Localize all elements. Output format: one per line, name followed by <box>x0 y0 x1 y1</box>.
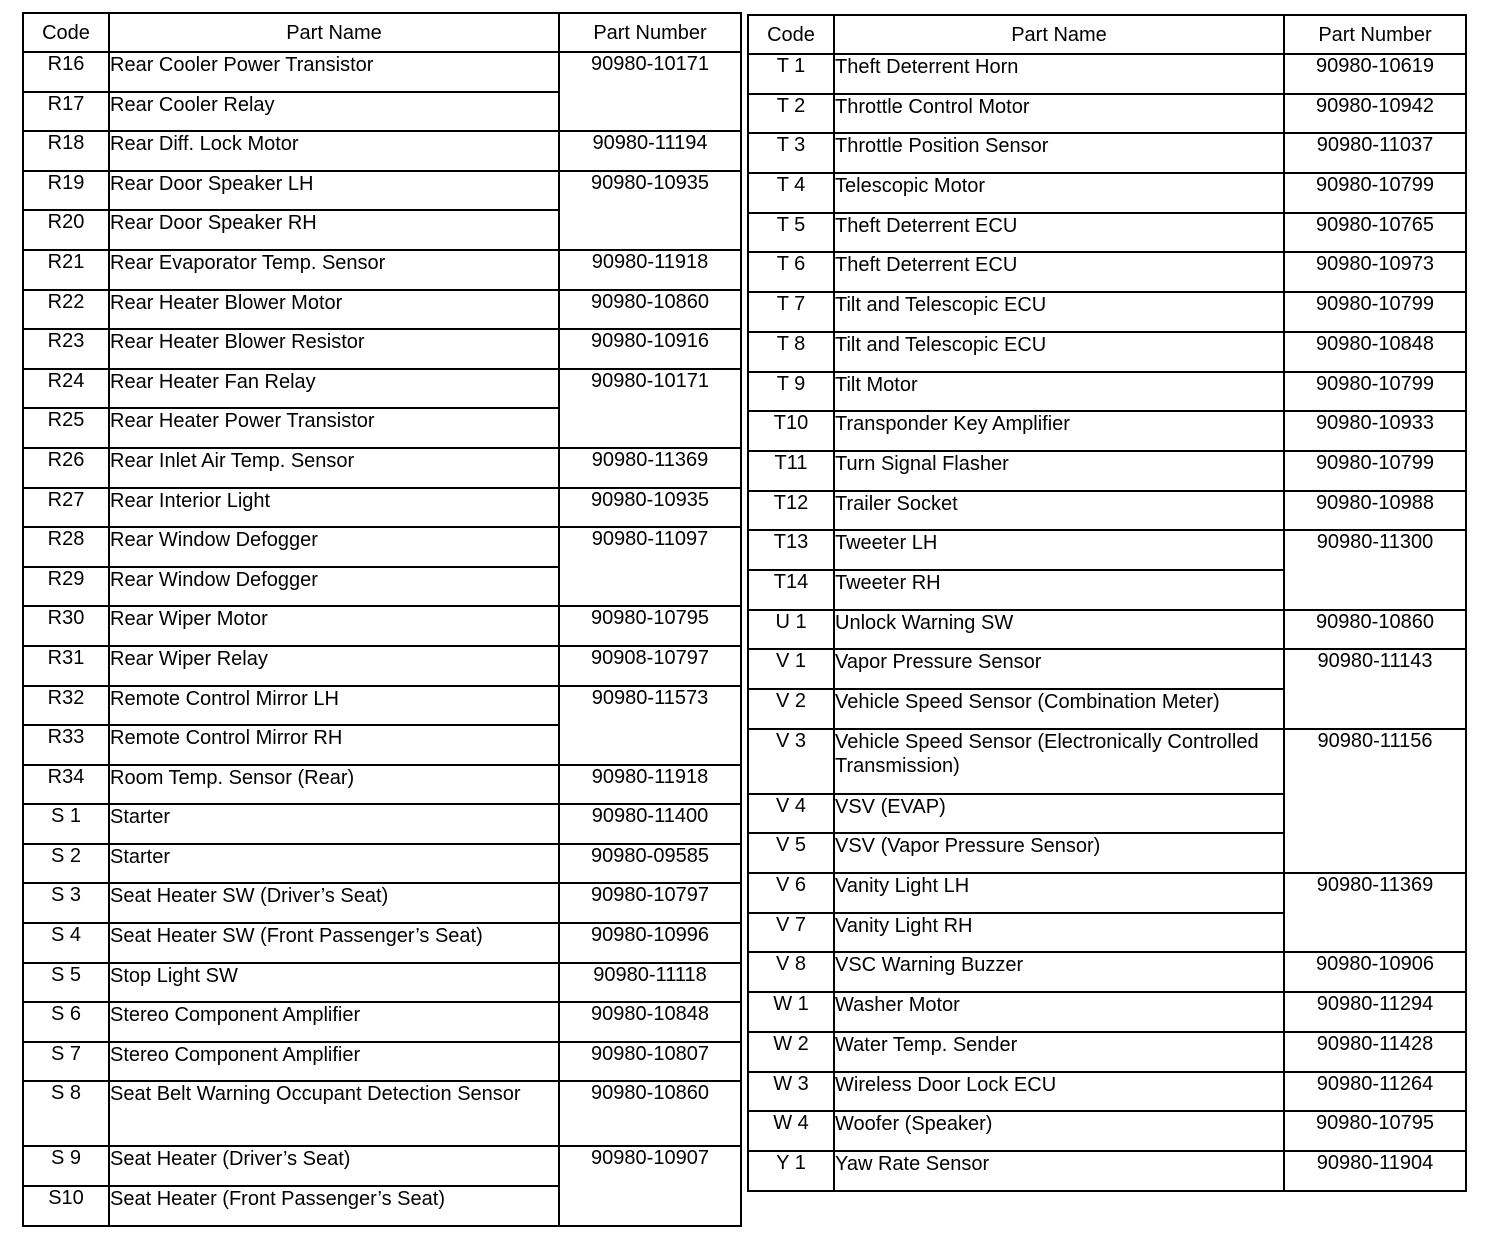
code-cell: T 4 <box>748 173 834 213</box>
part-number-cell: 90980-11400 <box>559 804 741 844</box>
table-row <box>748 952 1466 992</box>
part-number-cell: 90980-11300 <box>1284 530 1466 609</box>
code-cell: R18 <box>23 131 109 171</box>
part-number-cell: 90980-10907 <box>559 1146 741 1225</box>
part-name-cell: Seat Heater SW (Driver’s Seat) <box>109 883 559 923</box>
part-number-cell: 90980-10935 <box>559 171 741 250</box>
part-name-cell: Rear Window Defogger <box>109 567 559 607</box>
table-row <box>23 448 741 488</box>
code-cell: R17 <box>23 92 109 132</box>
table-row <box>23 765 741 805</box>
table-row <box>748 292 1466 332</box>
code-cell: S 7 <box>23 1042 109 1082</box>
part-number-cell: 90980-11369 <box>559 448 741 488</box>
part-name-cell: Rear Wiper Motor <box>109 606 559 646</box>
table-row <box>23 844 741 884</box>
part-number-cell: 90980-11156 <box>1284 729 1466 873</box>
table-row <box>23 52 741 92</box>
table-row <box>748 610 1466 650</box>
part-number-cell: 90980-10765 <box>1284 213 1466 253</box>
part-name-cell: Telescopic Motor <box>834 173 1284 213</box>
table-row <box>23 488 741 528</box>
parts-table-left <box>22 12 742 1227</box>
table-row <box>748 1151 1466 1191</box>
part-name-cell: Water Temp. Sender <box>834 1032 1284 1072</box>
part-number-cell: 90980-10942 <box>1284 94 1466 134</box>
part-name-cell: Tilt and Telescopic ECU <box>834 292 1284 332</box>
table-row <box>23 1081 741 1146</box>
table-row <box>748 1072 1466 1112</box>
code-cell: T10 <box>748 411 834 451</box>
part-name-cell: Trailer Socket <box>834 491 1284 531</box>
part-number-cell: 90980-10916 <box>559 329 741 369</box>
part-number-cell: 90980-11194 <box>559 131 741 171</box>
part-name-cell: Rear Diff. Lock Motor <box>109 131 559 171</box>
part-number-cell: 90980-11428 <box>1284 1032 1466 1072</box>
part-number-cell: 90980-11369 <box>1284 873 1466 952</box>
table-row <box>748 133 1466 173</box>
header-row <box>23 13 741 52</box>
part-name-cell: VSV (Vapor Pressure Sensor) <box>834 833 1284 873</box>
code-cell: S 8 <box>23 1081 109 1146</box>
part-number-cell: 90980-10171 <box>559 52 741 131</box>
part-number-cell: 90980-10996 <box>559 923 741 963</box>
part-number-header: Part Number <box>559 13 741 52</box>
part-name-cell: Remote Control Mirror RH <box>109 725 559 765</box>
table-row <box>23 686 741 726</box>
part-name-cell: Unlock Warning SW <box>834 610 1284 650</box>
part-number-cell: 90980-10799 <box>1284 451 1466 491</box>
table-row <box>23 131 741 171</box>
code-cell: W 2 <box>748 1032 834 1072</box>
table-row <box>23 1042 741 1082</box>
part-name-cell: Throttle Control Motor <box>834 94 1284 134</box>
part-name-cell: Room Temp. Sensor (Rear) <box>109 765 559 805</box>
code-cell: W 4 <box>748 1111 834 1151</box>
part-name-cell: Tilt Motor <box>834 372 1284 412</box>
part-number-cell: 90980-10795 <box>559 606 741 646</box>
code-cell: R30 <box>23 606 109 646</box>
table-row <box>748 252 1466 292</box>
table-row <box>748 530 1466 570</box>
code-cell: R25 <box>23 408 109 448</box>
part-name-cell: Seat Belt Warning Occupant Detection Sensor <box>109 1081 559 1146</box>
part-name-cell: Rear Cooler Power Transistor <box>109 52 559 92</box>
table-row <box>23 290 741 330</box>
part-number-cell: 90980-10171 <box>559 369 741 448</box>
code-cell: R21 <box>23 250 109 290</box>
part-number-cell: 90980-10933 <box>1284 411 1466 451</box>
part-name-cell: Vehicle Speed Sensor (Electronically Controlled Transmission) <box>834 729 1284 794</box>
code-cell: T 2 <box>748 94 834 134</box>
part-name-cell: Rear Heater Blower Motor <box>109 290 559 330</box>
code-cell: R20 <box>23 210 109 250</box>
part-name-cell: Wireless Door Lock ECU <box>834 1072 1284 1112</box>
part-name-cell: Rear Evaporator Temp. Sensor <box>109 250 559 290</box>
table-row <box>23 329 741 369</box>
part-name-cell: Rear Heater Power Transistor <box>109 408 559 448</box>
part-number-cell: 90980-11904 <box>1284 1151 1466 1191</box>
part-number-cell: 90980-11294 <box>1284 992 1466 1032</box>
part-name-cell: Rear Wiper Relay <box>109 646 559 686</box>
table-row <box>748 451 1466 491</box>
part-name-cell: VSC Warning Buzzer <box>834 952 1284 992</box>
part-name-cell: Tweeter RH <box>834 570 1284 610</box>
part-number-cell: 90980-10797 <box>559 883 741 923</box>
code-cell: T 9 <box>748 372 834 412</box>
table-row <box>23 963 741 1003</box>
part-number-cell: 90980-10799 <box>1284 372 1466 412</box>
header-row <box>748 15 1466 54</box>
part-name-cell: Seat Heater (Driver’s Seat) <box>109 1146 559 1186</box>
code-cell: S 1 <box>23 804 109 844</box>
part-number-cell: 90980-10860 <box>559 1081 741 1146</box>
part-number-cell: 90908-10797 <box>559 646 741 686</box>
code-cell: R27 <box>23 488 109 528</box>
code-cell: R16 <box>23 52 109 92</box>
code-cell: R22 <box>23 290 109 330</box>
code-cell: S 9 <box>23 1146 109 1186</box>
part-number-cell: 90980-11918 <box>559 250 741 290</box>
part-name-cell: Tilt and Telescopic ECU <box>834 332 1284 372</box>
table-row <box>748 1032 1466 1072</box>
part-name-cell: Vanity Light RH <box>834 913 1284 953</box>
part-name-cell: Rear Heater Fan Relay <box>109 369 559 409</box>
code-cell: R31 <box>23 646 109 686</box>
part-name-header: Part Name <box>109 13 559 52</box>
part-name-cell: Rear Cooler Relay <box>109 92 559 132</box>
part-number-cell: 90980-10988 <box>1284 491 1466 531</box>
part-number-cell: 90980-11118 <box>559 963 741 1003</box>
code-cell: T12 <box>748 491 834 531</box>
part-number-cell: 90980-10807 <box>559 1042 741 1082</box>
part-name-cell: Starter <box>109 804 559 844</box>
table-row <box>748 332 1466 372</box>
code-cell: S 5 <box>23 963 109 1003</box>
code-cell: V 3 <box>748 729 834 794</box>
part-name-cell: Rear Window Defogger <box>109 527 559 567</box>
table-row <box>23 883 741 923</box>
code-cell: T 1 <box>748 54 834 94</box>
part-name-cell: Tweeter LH <box>834 530 1284 570</box>
part-name-cell: Yaw Rate Sensor <box>834 1151 1284 1191</box>
part-number-cell: 90980-10860 <box>1284 610 1466 650</box>
code-cell: T14 <box>748 570 834 610</box>
part-number-cell: 90980-10906 <box>1284 952 1466 992</box>
code-cell: R23 <box>23 329 109 369</box>
table-row <box>748 491 1466 531</box>
table-row <box>748 729 1466 794</box>
code-cell: R34 <box>23 765 109 805</box>
table-row <box>748 411 1466 451</box>
part-name-cell: Theft Deterrent Horn <box>834 54 1284 94</box>
part-name-cell: Turn Signal Flasher <box>834 451 1284 491</box>
part-name-header: Part Name <box>834 15 1284 54</box>
code-cell: V 4 <box>748 794 834 834</box>
part-number-cell: 90980-11918 <box>559 765 741 805</box>
code-cell: T 7 <box>748 292 834 332</box>
code-cell: T 5 <box>748 213 834 253</box>
part-number-cell: 90980-11037 <box>1284 133 1466 173</box>
code-cell: T11 <box>748 451 834 491</box>
part-number-cell: 90980-11573 <box>559 686 741 765</box>
part-name-cell: Woofer (Speaker) <box>834 1111 1284 1151</box>
code-cell: S 4 <box>23 923 109 963</box>
table-row <box>748 94 1466 134</box>
code-cell: R24 <box>23 369 109 409</box>
parts-table-right <box>747 14 1467 1192</box>
part-number-cell: 90980-10799 <box>1284 173 1466 213</box>
table-row <box>23 1002 741 1042</box>
table-row <box>23 1146 741 1186</box>
code-cell: V 8 <box>748 952 834 992</box>
part-number-cell: 90980-11143 <box>1284 649 1466 728</box>
code-cell: T13 <box>748 530 834 570</box>
part-name-cell: Rear Interior Light <box>109 488 559 528</box>
part-name-cell: Stop Light SW <box>109 963 559 1003</box>
code-header: Code <box>23 13 109 52</box>
part-number-cell: 90980-11097 <box>559 527 741 606</box>
part-number-cell: 90980-09585 <box>559 844 741 884</box>
code-cell: R26 <box>23 448 109 488</box>
code-cell: S 6 <box>23 1002 109 1042</box>
table-row <box>748 173 1466 213</box>
code-cell: T 3 <box>748 133 834 173</box>
code-cell: W 1 <box>748 992 834 1032</box>
code-cell: R32 <box>23 686 109 726</box>
table-row <box>23 369 741 409</box>
code-cell: R29 <box>23 567 109 607</box>
table-row <box>23 606 741 646</box>
part-name-cell: Washer Motor <box>834 992 1284 1032</box>
part-number-cell: 90980-10935 <box>559 488 741 528</box>
part-name-cell: Rear Door Speaker RH <box>109 210 559 250</box>
code-cell: W 3 <box>748 1072 834 1112</box>
table-row <box>748 992 1466 1032</box>
part-number-cell: 90980-10848 <box>559 1002 741 1042</box>
code-cell: R19 <box>23 171 109 211</box>
table-row <box>23 646 741 686</box>
code-cell: T 8 <box>748 332 834 372</box>
code-cell: U 1 <box>748 610 834 650</box>
table-row <box>748 873 1466 913</box>
table-row <box>23 804 741 844</box>
table-row <box>23 171 741 211</box>
table-row <box>748 372 1466 412</box>
part-name-cell: Vapor Pressure Sensor <box>834 649 1284 689</box>
part-name-cell: Theft Deterrent ECU <box>834 213 1284 253</box>
part-name-cell: Starter <box>109 844 559 884</box>
code-cell: S10 <box>23 1186 109 1226</box>
part-name-cell: Remote Control Mirror LH <box>109 686 559 726</box>
part-number-cell: 90980-10848 <box>1284 332 1466 372</box>
part-number-header: Part Number <box>1284 15 1466 54</box>
part-name-cell: VSV (EVAP) <box>834 794 1284 834</box>
code-cell: S 2 <box>23 844 109 884</box>
part-name-cell: Stereo Component Amplifier <box>109 1042 559 1082</box>
code-cell: V 1 <box>748 649 834 689</box>
table-row <box>748 54 1466 94</box>
table-row <box>748 1111 1466 1151</box>
part-name-cell: Vehicle Speed Sensor (Combination Meter) <box>834 689 1284 729</box>
code-cell: V 2 <box>748 689 834 729</box>
part-number-cell: 90980-11264 <box>1284 1072 1466 1112</box>
table-row <box>748 213 1466 253</box>
code-cell: V 7 <box>748 913 834 953</box>
code-cell: S 3 <box>23 883 109 923</box>
part-name-cell: Seat Heater (Front Passenger’s Seat) <box>109 1186 559 1226</box>
part-number-cell: 90980-10795 <box>1284 1111 1466 1151</box>
part-number-cell: 90980-10860 <box>559 290 741 330</box>
code-cell: V 5 <box>748 833 834 873</box>
part-name-cell: Seat Heater SW (Front Passenger’s Seat) <box>109 923 559 963</box>
code-header: Code <box>748 15 834 54</box>
code-cell: Y 1 <box>748 1151 834 1191</box>
part-number-cell: 90980-10619 <box>1284 54 1466 94</box>
part-name-cell: Transponder Key Amplifier <box>834 411 1284 451</box>
table-row <box>23 923 741 963</box>
code-cell: V 6 <box>748 873 834 913</box>
part-name-cell: Throttle Position Sensor <box>834 133 1284 173</box>
part-number-cell: 90980-10799 <box>1284 292 1466 332</box>
table-row <box>748 649 1466 689</box>
part-name-cell: Vanity Light LH <box>834 873 1284 913</box>
code-cell: T 6 <box>748 252 834 292</box>
code-cell: R28 <box>23 527 109 567</box>
part-name-cell: Stereo Component Amplifier <box>109 1002 559 1042</box>
table-row <box>23 527 741 567</box>
table-row <box>23 250 741 290</box>
part-number-cell: 90980-10973 <box>1284 252 1466 292</box>
code-cell: R33 <box>23 725 109 765</box>
part-name-cell: Rear Heater Blower Resistor <box>109 329 559 369</box>
part-name-cell: Rear Inlet Air Temp. Sensor <box>109 448 559 488</box>
part-name-cell: Theft Deterrent ECU <box>834 252 1284 292</box>
part-name-cell: Rear Door Speaker LH <box>109 171 559 211</box>
